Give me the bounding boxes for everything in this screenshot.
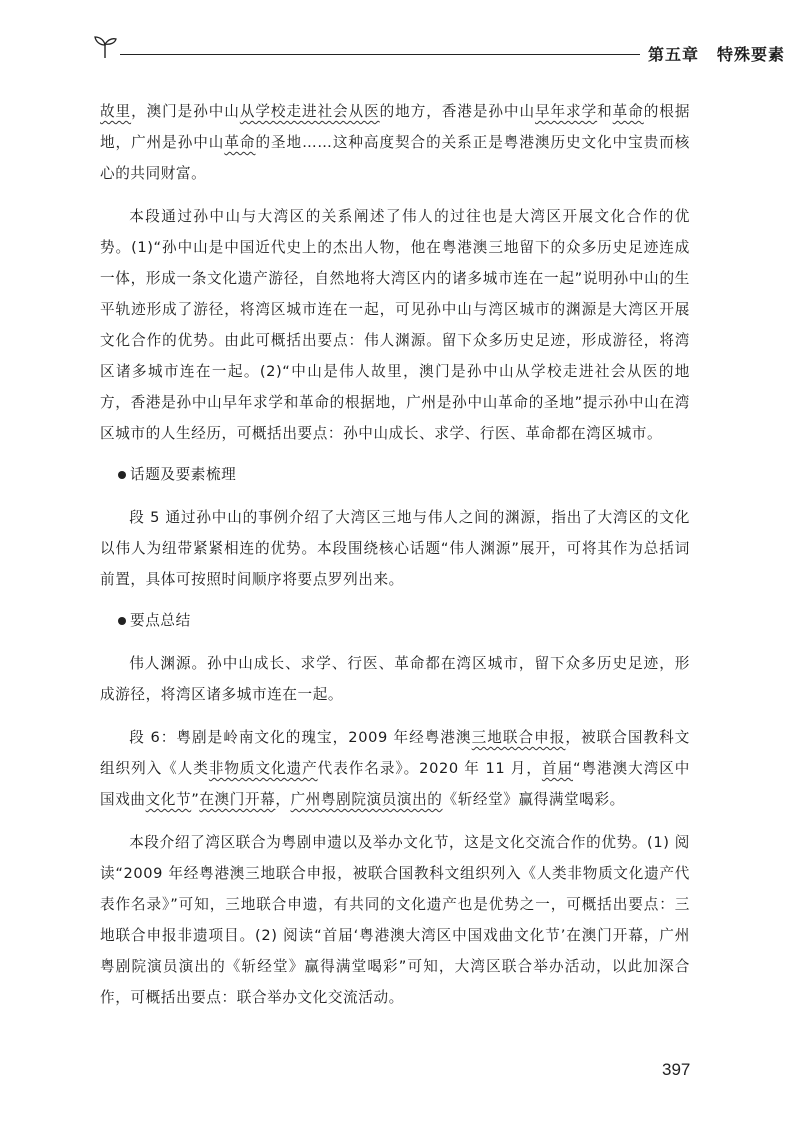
page-number: 397 <box>662 1060 691 1079</box>
underlined-phrase: 早年求学 <box>534 103 598 120</box>
text-run: 和 <box>597 103 613 120</box>
text-run: 的地方，香港是孙中山 <box>379 103 535 120</box>
text-run: 代表作名录》。2020 年 11 月， <box>317 760 542 777</box>
text-run: ，被联合国教科文组织列入《人类 <box>100 729 690 777</box>
paragraph <box>100 722 690 815</box>
bullet-heading <box>100 459 690 490</box>
underlined-phrase: 故里 <box>100 103 132 120</box>
bullet-label: 话题及要素梳理 <box>130 466 237 483</box>
chapter-title: 特殊要素 <box>717 45 786 64</box>
paragraph <box>100 96 690 189</box>
running-header <box>92 28 792 68</box>
text-run: “粤港澳大湾区中国戏曲 <box>100 760 690 808</box>
underlined-phrase: 首届 <box>541 760 573 777</box>
underlined-phrase: 革命 <box>224 134 256 151</box>
paragraph: 段 5 通过孙中山的事例介绍了大湾区三地与伟人之间的渊源，指出了大湾区的文化以伟人为纽带紧紧相连的优势。本段围绕核心话题“伟人渊源”展开，可将其作为总括词前置，具体可按照时间顺序将要点罗列出来。 <box>100 509 690 588</box>
header-rule <box>120 54 640 55</box>
underlined-phrase: 广州粤剧院演员演出的 <box>290 791 443 808</box>
underlined-phrase: 三地联合申报 <box>471 729 566 746</box>
underlined-phrase: 在澳门开幕 <box>199 791 276 808</box>
text-run: 的圣地……这种高度契合的关系正是粤港澳历史文化中宝贵而核心的共同财富。 <box>100 134 690 182</box>
underlined-phrase: 从学校走进社会从医 <box>239 103 380 120</box>
bullet-label: 要点总结 <box>130 612 191 629</box>
paragraph: 本段通过孙中山与大湾区的关系阐述了伟人的过往也是大湾区开展文化合作的优势。(1)“孙中山是中国近代史上的杰出人物，他在粤港澳三地留下的众多历史足迹连成一体，形成一条文化遗产游径，自然地将大湾区内的诸多城市连在一起”说明孙中山的生平轨迹形成了游径，将湾区城市连在一起，可见孙中山与湾区城市的渊源是大湾区开展文化合作的优势。由此可概括出要点：伟人渊源。留下众多历史足迹，形成游径，将湾区诸多城市连在一起。(2)“中山是伟人故里，澳门是孙中山从学校走进社会从医的地方，香港是孙中山早年求学和革命的根据地，广州是孙中山革命的圣地”提示孙中山在湾区城市的人生经历，可概括出要点：孙中山成长、求学、行医、革命都在湾区城市。 <box>100 208 690 442</box>
paragraph: 伟人渊源。孙中山成长、求学、行医、革命都在湾区城市，留下众多历史足迹，形成游径，将湾区诸多城市连在一起。 <box>100 655 690 703</box>
paragraph: 本段介绍了湾区联合为粤剧申遗以及举办文化节，这是文化交流合作的优势。(1) 阅读“2009 年经粤港澳三地联合申报，被联合国教科文组织列入《人类非物质文化遗产代表作名录》”可知，三地联合申遗，有共同的文化遗产也是优势之一，可概括出要点：三地联合申报非遗项目。(2) 阅读“首届‘粤港澳大湾区中国戏曲文化节’在澳门开幕，广州粤剧院演员演出的《斩经堂》赢得满堂喝彩”可知，大湾区联合举办活动，以此加深合作，可概括出要点：联合举办文化交流活动。 <box>100 834 690 1006</box>
text-run: 段 6：粤剧是岭南文化的瑰宝，2009 年经粤港澳 <box>129 729 472 746</box>
bullet-heading <box>100 605 690 636</box>
underlined-phrase: 革命 <box>612 103 644 120</box>
chapter-number: 第五章 <box>648 45 700 64</box>
underlined-phrase: 非物质文化遗产 <box>208 760 318 777</box>
text-run: 的根据地，广州是孙中山 <box>100 103 691 151</box>
text-run: ，澳门是孙中山 <box>131 103 240 120</box>
text-run: 《斩经堂》赢得满堂喝彩。 <box>442 791 625 808</box>
underlined-phrase: 文化节 <box>145 791 192 808</box>
body-text <box>100 96 690 1013</box>
sprout-icon <box>92 30 118 60</box>
text-run: ” <box>191 791 200 808</box>
chapter-heading <box>648 42 800 65</box>
text-run: ， <box>275 791 291 808</box>
